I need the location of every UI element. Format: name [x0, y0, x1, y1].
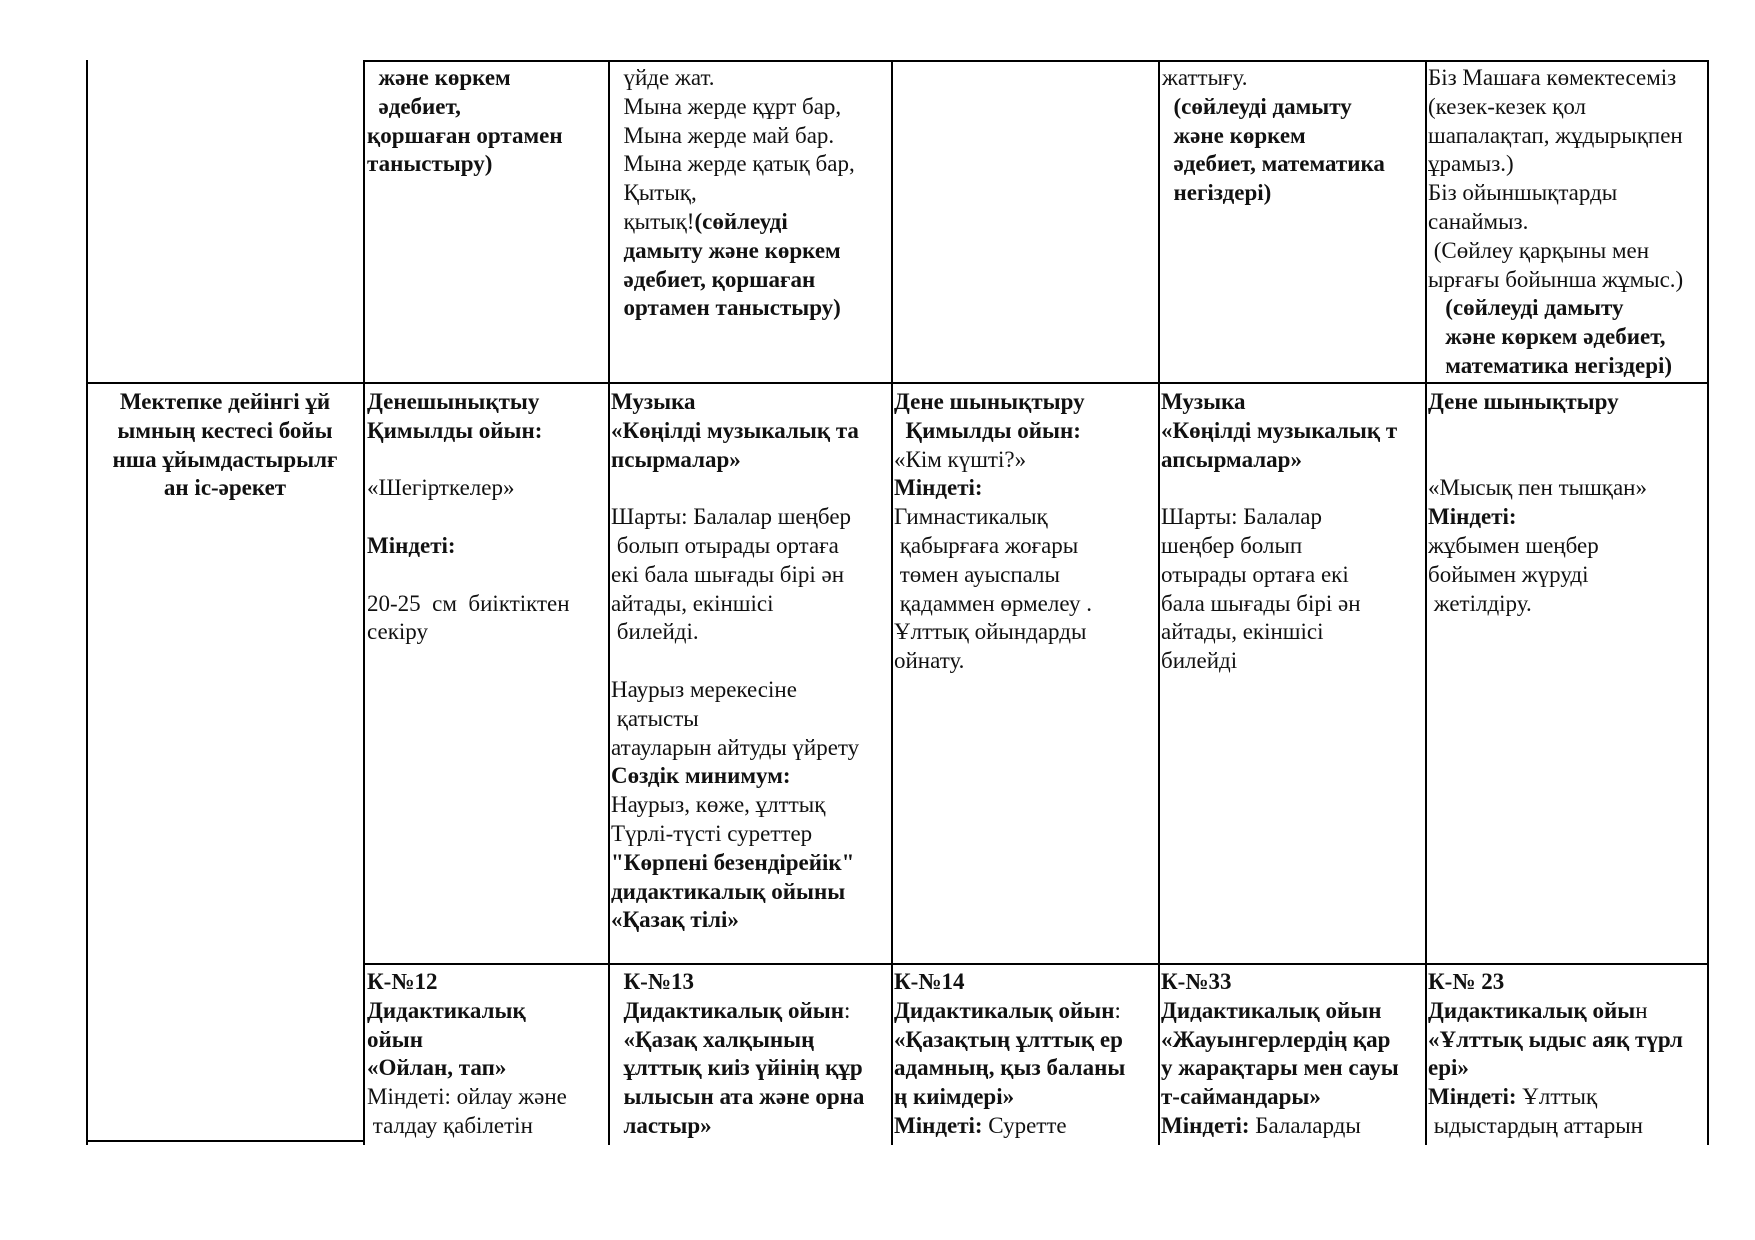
cell-text-part-bold: Міндеті:	[1161, 1112, 1250, 1138]
cell-text-line: Шарты: Балалар шеңбер	[611, 504, 852, 530]
cell-text-line: псырмалар»	[611, 446, 741, 472]
cell-text-line: отырады ортаға екі	[1161, 561, 1349, 587]
cell-text-line: Мына жерде қатық бар,	[612, 151, 855, 177]
cell-text-line: дамыту және көркем	[612, 237, 841, 263]
cell-text-line	[612, 208, 888, 237]
cell-row1-col5	[1428, 388, 1706, 618]
cell-text-line: Денешынықтыу	[367, 389, 540, 414]
cell-text-line: талдау қабілетін	[367, 1112, 533, 1138]
cell-text-part: Балаларды	[1249, 1112, 1361, 1138]
cell-text-line: «Қазақ тілі»	[611, 907, 739, 933]
cell-row1-col3	[894, 388, 1156, 676]
cell-text-line: «Көңілді музыкалық т	[1161, 417, 1398, 443]
cell-text-line	[1161, 474, 1423, 503]
cell-text-line: ластыр»	[612, 1112, 712, 1138]
cell-text-line: төмен ауыспалы	[894, 561, 1060, 587]
cell-text-line: әдебиет, математика	[1162, 151, 1385, 177]
cell-text-line: үйде жат.	[612, 65, 715, 90]
cell-text-line: «Ұлттық ыдыс аяқ түрл	[1428, 1026, 1683, 1052]
cell-text-line	[1428, 446, 1706, 475]
cell-text-line: Қимылды ойын:	[367, 417, 543, 443]
grid-line-col-3	[891, 60, 893, 1145]
cell-text-line: Қимылды ойын:	[894, 417, 1081, 443]
cell-text-line	[367, 446, 605, 475]
cell-text-line: К-№12	[367, 969, 438, 994]
cell-text-line: «Мысық пен тышқан»	[1428, 475, 1647, 501]
cell-text-line: Ұлттық ойындарды	[894, 619, 1087, 645]
cell-text-line: әдебиет, қоршаған	[612, 266, 816, 292]
cell-text-line: Шарты: Балалар	[1161, 504, 1322, 530]
cell-text-line: Мына жерде құрт бар,	[612, 93, 842, 119]
cell-text-line: айтады, екіншісі	[1161, 619, 1324, 645]
cell-row2-col3	[894, 968, 1156, 1141]
cell-text-line: «Жауынгерлердің қар	[1161, 1026, 1391, 1052]
cell-text-line: атауларын айтуды үйрету	[611, 734, 860, 760]
row-label-line: ымның кестесі бойы	[117, 417, 333, 443]
cell-text-line: ойнату.	[894, 648, 965, 674]
cell-text-part: Суретте	[982, 1112, 1067, 1138]
cell-text-part: Ұлттық	[1516, 1084, 1598, 1110]
cell-row1-col2	[611, 388, 889, 935]
cell-text-line: жаттығу.	[1162, 65, 1248, 90]
cell-row0-col1	[367, 64, 605, 179]
cell-text-line: Дене шынықтыру	[894, 389, 1085, 414]
cell-row2-col4	[1161, 968, 1423, 1141]
cell-text-part: қытық!	[612, 208, 695, 234]
grid-line-row-1	[86, 382, 1709, 384]
cell-text-line: екі бала шығады бірі ән	[611, 561, 845, 587]
cell-text-line: ойын	[367, 1026, 423, 1052]
cell-text-line: Мына жерде май бар.	[612, 122, 835, 148]
cell-text-part: н	[1635, 997, 1648, 1023]
cell-text-line: «Қазақтың ұлттық ер	[894, 1026, 1123, 1052]
cell-text-line: шапалақтап, жұдырықпен	[1428, 122, 1683, 148]
cell-text-line: негіздері)	[1162, 180, 1272, 206]
cell-text-line: у жарақтары мен сауы	[1161, 1055, 1399, 1081]
cell-text-line: ортамен таныстыру)	[612, 295, 841, 321]
cell-text-part-bold: Дидактикалық ойын	[894, 997, 1115, 1023]
cell-text-line: т-саймандары»	[1161, 1084, 1321, 1110]
cell-text-line: «Кім күшті?»	[894, 446, 1027, 472]
grid-line-left-outer	[86, 60, 88, 1145]
cell-text-line: Музыка	[1161, 389, 1246, 414]
grid-line-top	[363, 60, 1709, 62]
cell-text-line	[611, 647, 889, 676]
cell-text-line	[612, 997, 890, 1026]
cell-text-line: «Ойлан, тап»	[367, 1055, 507, 1081]
cell-text-line: К-№ 23	[1428, 969, 1505, 994]
cell-text-line: К-№33	[1161, 969, 1232, 994]
cell-text-line: әдебиет,	[367, 93, 461, 119]
cell-text-line: секіру	[367, 619, 428, 645]
cell-row2-col5	[1428, 968, 1706, 1141]
cell-text-line: Міндеті: ойлау және	[367, 1084, 567, 1110]
cell-text-line	[1428, 1083, 1706, 1112]
cell-text-line: адамның, қыз баланы	[894, 1055, 1126, 1081]
cell-text-line: Наурыз, көже, ұлттық	[611, 792, 826, 818]
cell-text-line: математика негіздері)	[1428, 352, 1673, 378]
grid-line-bottom-label	[86, 1140, 365, 1142]
cell-text-line: және көркем әдебиет,	[1428, 324, 1666, 350]
cell-text-line: Дене шынықтыру	[1428, 389, 1619, 414]
cell-text-line: шеңбер болып	[1161, 532, 1303, 558]
cell-text-line: ырғағы бойынша жұмыс.)	[1428, 266, 1684, 292]
cell-text-line: айтады, екіншісі	[611, 590, 774, 616]
cell-text-line: Міндеті:	[894, 475, 983, 501]
cell-text-line: билейді.	[611, 619, 699, 645]
cell-text-line: Дидактикалық ойын	[1161, 997, 1382, 1023]
cell-text-part-bold: (сөйлеуді	[694, 208, 788, 234]
cell-text-line: Міндеті:	[367, 532, 456, 558]
cell-text-line: Міндеті:	[1428, 504, 1517, 530]
cell-text-line: Біз ойыншықтарды	[1428, 180, 1618, 206]
cell-text-line: және көркем	[1162, 122, 1306, 148]
cell-text-line: қабырғаға жоғары	[894, 532, 1079, 558]
cell-text-line	[1428, 997, 1706, 1026]
cell-text-line: Түрлі-түсті суреттер	[611, 820, 813, 846]
cell-row2-col2	[612, 968, 890, 1141]
cell-text-line: К-№14	[894, 969, 965, 994]
row-label-line: Мектепке дейінгі ұй	[119, 389, 331, 414]
cell-text-line: бойымен жүруді	[1428, 561, 1589, 587]
cell-text-line: дидактикалық ойыны	[611, 878, 846, 904]
cell-text-part-bold: Міндеті:	[1428, 1084, 1517, 1110]
cell-text-line: жетілдіру.	[1428, 590, 1532, 616]
cell-text-part-bold: Міндеті:	[894, 1112, 983, 1138]
cell-text-line: таныстыру)	[367, 151, 493, 177]
cell-row2-col1	[367, 968, 605, 1141]
cell-row0-col4	[1162, 64, 1422, 208]
cell-text-part-bold: Дидактикалық ойы	[1428, 997, 1636, 1023]
cell-text-line: билейді	[1161, 648, 1238, 674]
row-label-organized-activity	[90, 388, 360, 503]
grid-line-row-2	[363, 963, 1709, 965]
cell-text-line	[894, 1112, 1156, 1141]
cell-text-line: қадаммен өрмелеу .	[894, 590, 1092, 616]
cell-text-line: Наурыз мерекесіне	[611, 676, 797, 702]
cell-row1-col1	[367, 388, 605, 647]
cell-text-line: апсырмалар»	[1161, 446, 1302, 472]
cell-text-part-bold: Дидактикалық ойын	[612, 997, 844, 1023]
cell-text-line	[367, 561, 605, 590]
cell-row0-col5	[1428, 64, 1706, 381]
cell-text-line: ұрамыз.)	[1428, 151, 1514, 177]
cell-text-line	[1161, 1112, 1423, 1141]
cell-text-part: :	[1114, 997, 1121, 1023]
cell-text-line	[894, 997, 1156, 1026]
cell-text-line: Біз Машаға көмектесеміз	[1428, 65, 1677, 90]
cell-text-line: қатысты	[611, 705, 699, 731]
cell-text-line: «Көңілді музыкалық та	[611, 417, 859, 443]
cell-text-line: Дидактикалық	[367, 997, 526, 1023]
cell-text-line: «Шегірткелер»	[367, 475, 515, 501]
row-label-line: ан іс-әрекет	[163, 475, 287, 501]
cell-text-line: Сөздік минимум:	[611, 763, 791, 789]
cell-text-line: (сөйлеуді дамыту	[1428, 295, 1624, 321]
grid-line-right-outer	[1707, 60, 1709, 1145]
cell-text-line: және көркем	[367, 65, 511, 90]
cell-text-line: ылысын ата және орна	[612, 1084, 865, 1110]
cell-row1-col4	[1161, 388, 1423, 676]
cell-text-line: "Көрпені безендірейік"	[611, 849, 855, 875]
cell-text-line: қоршаған ортамен	[367, 122, 563, 148]
cell-text-line: «Қазақ халқының	[612, 1026, 815, 1052]
grid-line-col-4	[1158, 60, 1160, 1145]
cell-text-line: Гимнастикалық	[894, 504, 1048, 530]
cell-text-line: санаймыз.	[1428, 208, 1529, 234]
grid-line-col-1	[363, 60, 365, 1145]
cell-text-part: :	[843, 997, 851, 1023]
cell-text-line	[1428, 417, 1706, 446]
cell-row0-col2	[612, 64, 888, 323]
cell-text-line: ң киімдері»	[894, 1084, 1015, 1110]
cell-text-line: ұлттық киіз үйінің құр	[612, 1055, 863, 1081]
row-label-line: нша ұйымдастырылғ	[112, 446, 338, 472]
cell-text-line: жұбымен шеңбер	[1428, 532, 1599, 558]
cell-text-line: Қытық,	[612, 180, 697, 206]
cell-text-line: (кезек-кезек қол	[1428, 93, 1587, 119]
cell-text-line	[367, 503, 605, 532]
cell-text-line: 20-25 см биіктіктен	[367, 590, 570, 616]
cell-text-line	[611, 474, 889, 503]
grid-line-col-5	[1425, 60, 1427, 1145]
cell-text-line: бала шығады бірі ән	[1161, 590, 1361, 616]
cell-text-line: (Сөйлеу қарқыны мен	[1428, 237, 1650, 263]
cell-text-line: ері»	[1428, 1055, 1469, 1081]
cell-text-line: К-№13	[612, 969, 694, 994]
cell-text-line: ыдыстардың аттарын	[1428, 1112, 1643, 1138]
grid-line-col-2	[608, 60, 610, 1145]
cell-text-line: болып отырады ортаға	[611, 532, 839, 558]
cell-text-line: (сөйлеуді дамыту	[1162, 93, 1352, 119]
cell-text-line: Музыка	[611, 389, 696, 414]
